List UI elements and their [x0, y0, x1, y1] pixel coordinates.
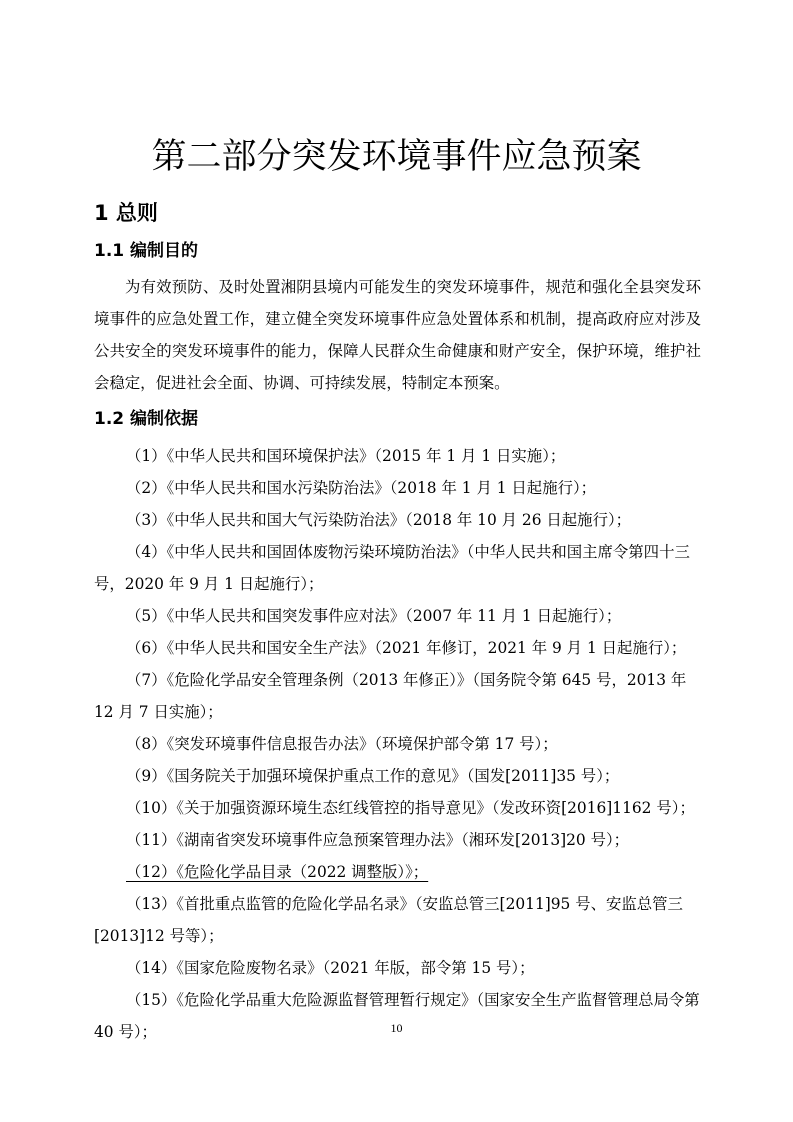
basis-item-6: （6）《中华人民共和国安全生产法》（2021 年修订，2021 年 9 月 1 日起施行）； — [126, 639, 687, 657]
subsection-heading-basis: 1.2 编制依据 — [94, 409, 199, 429]
basis-item-3: （3）《中华人民共和国大气污染防治法》（2018 年 10 月 26 日起施行）； — [126, 511, 632, 529]
basis-item-11: （11）《湖南省突发环境事件应急预案管理办法》（湘环发[2013]20 号）； — [126, 831, 630, 849]
basis-item-1: （1）《中华人民共和国环境保护法》（2015 年 1 月 1 日实施）； — [126, 447, 566, 465]
basis-item-15: （15）《危险化学品重大危险源监督管理暂行规定》（国家安全生产监督管理总局令第 40 号）； — [94, 991, 700, 1041]
purpose-paragraph: 为有效预防、及时处置湘阴县境内可能发生的突发环境事件，规范和强化全县突发环境事件的应急处置工作，建立健全突发环境事件应急处置体系和机制，提高政府应对涉及公共安全的突发环境事件的能力，保障人民群众生命健康和财产安全，保护环境，维护社会稳定，促进社会全面、协调、可持续发展，特制定本预案。 — [94, 278, 701, 392]
basis-item-13: （13）《首批重点监管的危险化学品名录》（安监总管三[2011]95 号、安监总管三[2013]12 号等）； — [94, 895, 683, 945]
page-title: 第二部分突发环境事件应急预案 — [151, 137, 642, 177]
section-heading-general: 1 总则 — [94, 201, 158, 225]
basis-item-2: （2）《中华人民共和国水污染防治法》（2018 年 1 月 1 日起施行）； — [126, 479, 597, 497]
basis-item-5: （5）《中华人民共和国突发事件应对法》（2007 年 11 月 1 日起施行）； — [126, 607, 622, 625]
basis-item-7: （7）《危险化学品安全管理条例（2013 年修正）》（国务院令第 645 号，2013 年 12 月 7 日实施）； — [94, 671, 687, 721]
basis-item-9: （9）《国务院关于加强环境保护重点工作的意见》（国发[2011]35 号）； — [126, 767, 620, 785]
basis-item-4: （4）《中华人民共和国固体废物污染环境防治法》（中华人民共和国主席令第四十三号，2020 年 9 月 1 日起施行）； — [94, 543, 690, 593]
basis-item-14: （14）《国家危险废物名录》（2021 年版，部令第 15 号）； — [126, 959, 535, 977]
page-number: 10 — [390, 1021, 403, 1035]
subsection-heading-purpose: 1.1 编制目的 — [94, 241, 199, 261]
basis-item-12-text: （12）《危险化学品目录（2022 调整版）》； — [126, 863, 429, 881]
basis-item-10: （10）《关于加强资源环境生态红线管控的指导意见》（发改环资[2016]1162 号）； — [126, 799, 695, 817]
basis-item-8: （8）《突发环境事件信息报告办法》（环境保护部令第 17 号）； — [126, 735, 558, 753]
basis-item-12 — [94, 856, 701, 888]
